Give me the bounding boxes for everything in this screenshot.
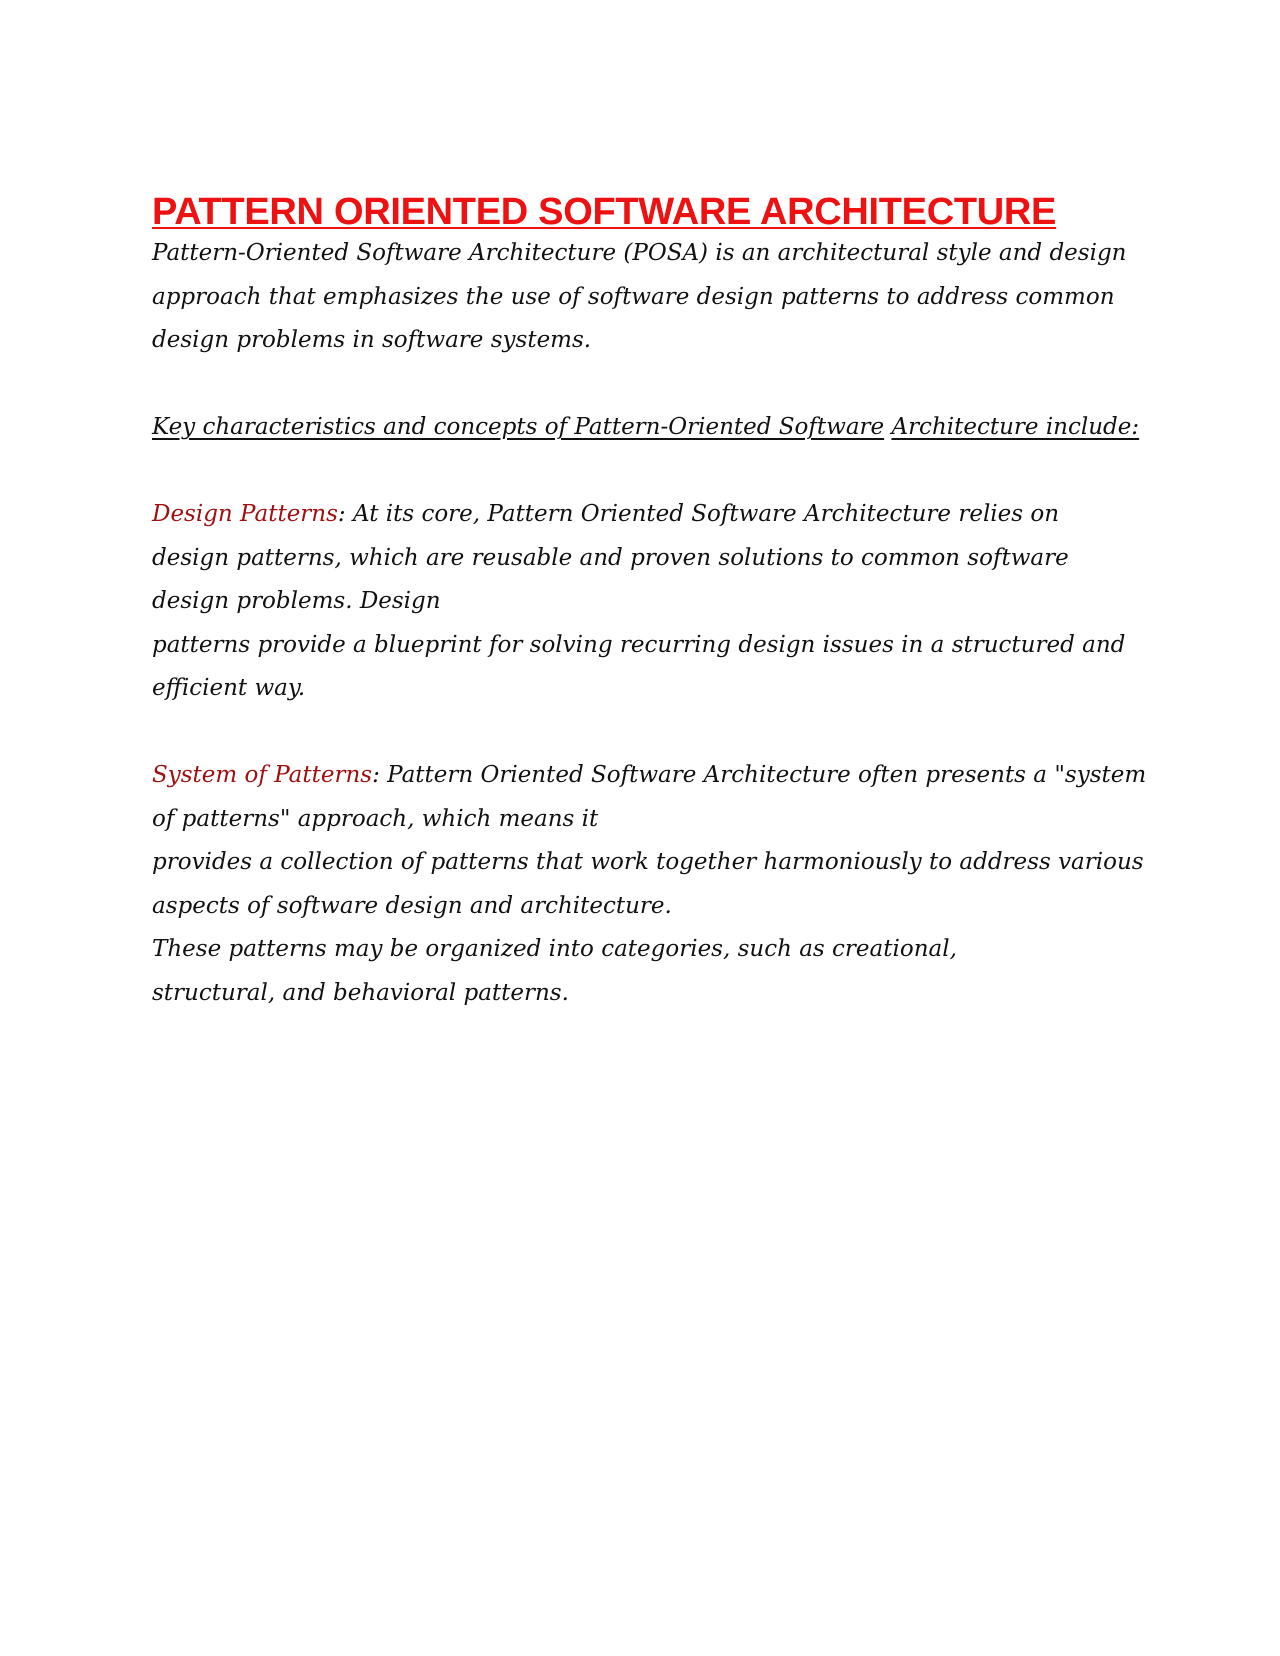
design-patterns-line1: : At its core, Pattern Oriented Software Architecture relies on [337,501,1060,527]
paragraph-spacer [152,363,1152,407]
system-of-patterns-term: System of Patterns [152,762,373,788]
document-title: PATTERN ORIENTED SOFTWARE ARCHITECTURE [152,191,1057,233]
design-patterns-line: patterns provide a blueprint for solving recurring design issues in a structured and [152,631,1126,658]
design-patterns-line: design problems. Design [152,588,441,614]
system-of-patterns-line: aspects of software design and architecture. [152,892,672,919]
key-characteristics-heading [152,406,1152,450]
intro-line: Pattern-Oriented Software Architecture (POSA) is an architectural style and design [152,240,1127,266]
key-heading-part1: Key characteristics and concepts of Pattern-Oriented Software [152,414,885,440]
key-heading-part2: Architecture include: [891,414,1140,440]
paragraph-spacer [152,450,1152,494]
intro-line: design problems in software systems. [152,327,592,353]
system-of-patterns-line1: : Pattern Oriented Software Architecture often presents a "system [372,762,1147,788]
system-of-patterns-line: of patterns" approach, which means it [152,805,599,832]
system-of-patterns-line: These patterns may be organized into categories, such as creational, [152,936,957,962]
design-patterns-paragraph [152,493,1152,711]
document-content [152,192,1152,1015]
design-patterns-line: efficient way. [152,675,306,701]
system-of-patterns-line: provides a collection of patterns that work together harmoniously to address various [152,849,1144,875]
intro-line: approach that emphasizes the use of software design patterns to address common [152,283,1115,310]
intro-paragraph [152,232,1152,363]
design-patterns-line: design patterns, which are reusable and proven solutions to common software [152,544,1069,571]
design-patterns-term: Design Patterns [152,501,338,527]
system-of-patterns-paragraph [152,754,1152,1015]
system-of-patterns-line: structural, and behavioral patterns. [152,979,569,1006]
paragraph-spacer [152,711,1152,755]
